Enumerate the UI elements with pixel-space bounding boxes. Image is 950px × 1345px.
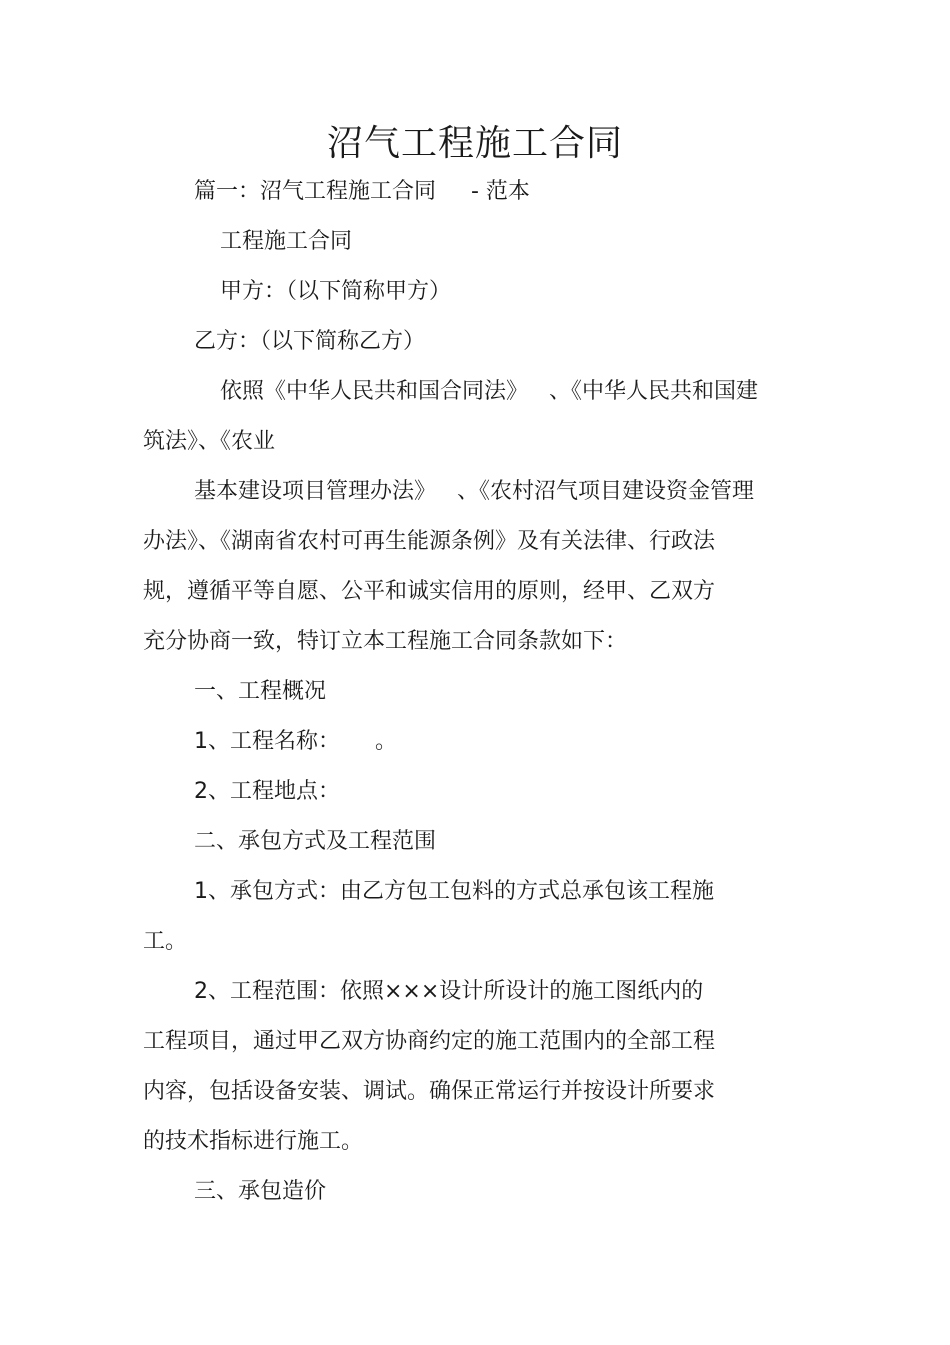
document-title: 沼气工程施工合同 [326,123,623,164]
text-line-paragraph: 规，遵循平等自愿、公平和诚实信用的原则，经甲、乙双方 [143,579,716,604]
text-line-paragraph: 2、工程范围：依照×××设计所设计的施工图纸内的 [194,979,704,1004]
text-line-heading-price: 三、承包造价 [194,1179,327,1204]
text-line-contract-name: 工程施工合同 [220,229,353,254]
text-line-paragraph: 1、承包方式：由乙方包工包料的方式总承包该工程施 [194,879,714,904]
text-line-paragraph: 内容，包括设备安装、调试。确保正常运行并按设计所要求 [143,1079,716,1104]
text-line-paragraph: 工。 [143,929,188,954]
text-line-project-name: 1、工程名称： 。 [194,729,397,754]
text-line-paragraph: 工程项目，通过甲乙双方协商约定的施工范围内的全部工程 [143,1029,716,1054]
text-line-project-location: 2、工程地点： [194,779,340,804]
text-line-heading-overview: 一、工程概况 [194,679,327,704]
text-line-paragraph: 的技术指标进行施工。 [143,1129,364,1154]
text-line-party-a: 甲方：（以下简称甲方） [220,279,452,304]
text-line-paragraph: 办法》、《湖南省农村可再生能源条例》及有关法律、行政法 [143,529,716,554]
text-line-heading-scope: 二、承包方式及工程范围 [194,829,437,854]
text-line-section-heading: 篇一：沼气工程施工合同 - 范本 [194,179,530,204]
text-line-party-b: 乙方：（以下简称乙方） [194,329,426,354]
text-line-paragraph: 依照《中华人民共和国合同法》 、《中华人民共和国建 [220,379,758,404]
text-line-paragraph: 充分协商一致，特订立本工程施工合同条款如下： [143,629,628,654]
text-line-paragraph: 筑法》、《农业 [143,429,276,454]
text-line-paragraph: 基本建设项目管理办法》 、《农村沼气项目建设资金管理 [194,479,754,504]
